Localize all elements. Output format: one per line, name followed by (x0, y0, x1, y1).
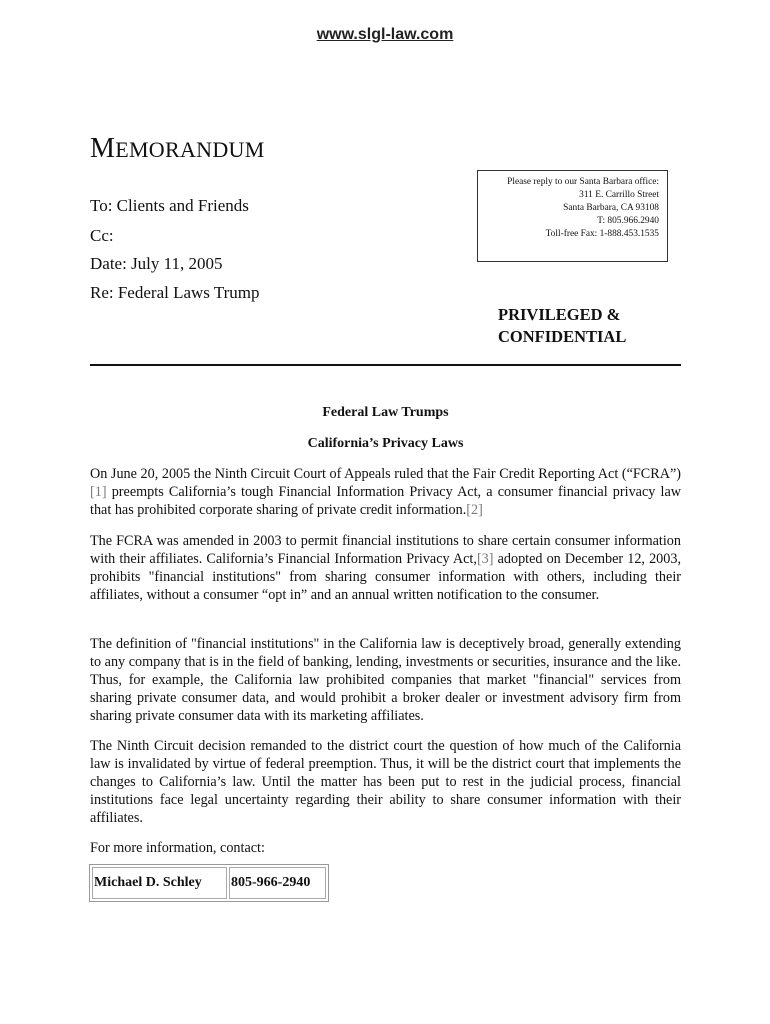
privileged-notice (498, 304, 626, 348)
header-divider (90, 364, 681, 366)
memo-cc: Cc: (90, 226, 114, 245)
footnote-ref-2[interactable]: [2] (466, 502, 483, 518)
privileged-line-2: CONFIDENTIAL (498, 327, 627, 346)
website-link[interactable]: www.slgl-law.com (316, 26, 454, 43)
office-phone: T: 805.966.2940 (597, 216, 659, 226)
office-address-box (477, 170, 668, 262)
contact-intro: For more information, contact: (90, 840, 265, 856)
article-subtitle: California’s Privacy Laws (307, 436, 464, 451)
memo-date: Date: July 11, 2005 (90, 254, 223, 273)
paragraph-2-text-a: The FCRA was amended in 2003 to permit financial institutions to share certain consumer information with their affiliates. California’s Financial Information Privacy Act, (90, 533, 681, 567)
paragraph-4: The Ninth Circuit decision remanded to the district court the question of how much of the California law is invalidated by virtue of federal preemption. Thus, it will be the district court that implements the changes to California’s law. Until the matter has been put to rest in the judicial process, financial institutions face legal uncertainty regarding their ability to share consumer information with their affiliates. (90, 738, 681, 826)
paragraph-3: The definition of "financial institutions" in the California law is deceptively broad, generally extending to any company that is in the field of banking, lending, investments or securities, insurance and the like. Thus, for example, the California law prohibited companies that market "financial" services from sharing private consumer data, and would prohibit a broker dealer or investment advisory firm from sharing private consumer data with its marketing affiliates. (90, 636, 681, 724)
paragraph-1-text-a: On June 20, 2005 the Ninth Circuit Court of Appeals ruled that the Fair Credit Reporting Act (“FCRA”) (90, 466, 681, 482)
memo-title-rest: EMORANDUM (115, 137, 265, 162)
office-city: Santa Barbara, CA 93108 (563, 203, 659, 213)
memo-title (90, 133, 265, 165)
memo-to: To: Clients and Friends (90, 196, 249, 215)
privileged-line-1: PRIVILEGED & (498, 305, 621, 324)
memo-title-initial: M (90, 133, 116, 164)
paragraph-2-text-b: adopted on December 12, 2003, prohibits "financial institutions" from sharing consumer information with others, including their affiliates, without a consumer “opt in” and an annual written notification to the consumer. (90, 551, 681, 603)
contact-phone: 805-966-2940 (229, 867, 326, 899)
article-title: Federal Law Trumps (322, 405, 449, 420)
contact-row (92, 867, 326, 899)
office-street: 311 E. Carrillo Street (579, 190, 659, 200)
contact-table (89, 864, 329, 902)
footnote-ref-1[interactable]: [1] (90, 484, 107, 500)
paragraph-2 (90, 532, 681, 604)
office-fax: Toll-free Fax: 1-888.453.1535 (545, 229, 659, 239)
paragraph-1-text-b: preempts California’s tough Financial Information Privacy Act, a consumer financial privacy law that has prohibited corporate sharing of private credit information. (90, 484, 681, 518)
footnote-ref-3[interactable]: [3] (476, 551, 494, 567)
office-reply-note: Please reply to our Santa Barbara office: (507, 177, 659, 187)
memo-re: Re: Federal Laws Trump (90, 283, 260, 302)
paragraph-1 (90, 465, 681, 519)
contact-name: Michael D. Schley (92, 867, 227, 899)
